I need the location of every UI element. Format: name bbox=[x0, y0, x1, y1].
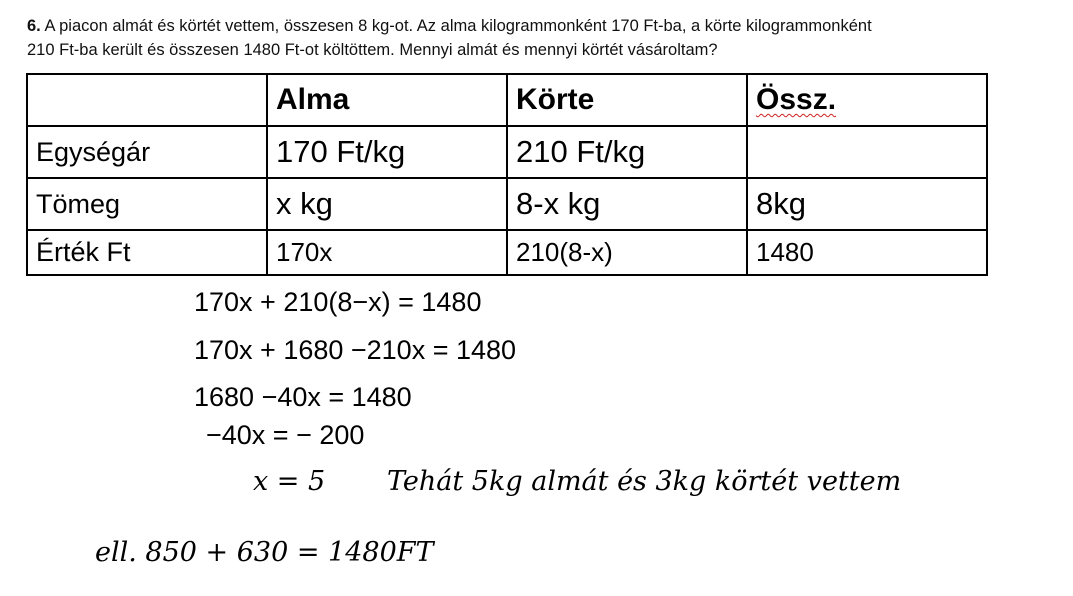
check-equation: ell. 850 + 630 = 1480FT bbox=[95, 537, 434, 568]
cell-korte: 210 Ft/kg bbox=[507, 126, 747, 178]
cell-korte: 210(8-x) bbox=[507, 230, 747, 275]
header-korte: Körte bbox=[507, 74, 747, 126]
equation-2: 170x + 1680 −210x = 1480 bbox=[194, 335, 517, 365]
table-header-row bbox=[27, 74, 987, 126]
header-alma: Alma bbox=[267, 74, 507, 126]
cell-alma: 170 Ft/kg bbox=[267, 126, 507, 178]
cell-ossz: 8kg bbox=[747, 178, 987, 230]
cell-ossz bbox=[747, 126, 987, 178]
cell-ossz: 1480 bbox=[747, 230, 987, 275]
problem-number: 6. bbox=[27, 17, 41, 35]
row-label: Érték Ft bbox=[27, 230, 267, 275]
problem-line-2: 210 Ft-ba került és összesen 1480 Ft-ot költöttem. Mennyi almát és mennyi körtét vásároltam? bbox=[27, 41, 718, 59]
cell-korte: 8-x kg bbox=[507, 178, 747, 230]
table-row bbox=[27, 178, 987, 230]
header-ossz: Össz. bbox=[756, 83, 837, 116]
problem-line-1 bbox=[27, 14, 1057, 38]
data-table bbox=[26, 73, 988, 276]
header-empty-cell bbox=[27, 74, 267, 126]
answer-text: Tehát 5kg almát és 3kg körtét vettem bbox=[387, 466, 902, 497]
equation-1: 170x + 210(8−x) = 1480 bbox=[194, 287, 482, 317]
problem-text bbox=[27, 14, 1057, 62]
row-label: Egységár bbox=[27, 126, 267, 178]
x-value: x = 5 bbox=[253, 466, 326, 497]
equation-3: 1680 −40x = 1480 bbox=[194, 382, 412, 412]
cell-alma: x kg bbox=[267, 178, 507, 230]
problem-line-1-text: A piacon almát és körtét vettem, összesen 8 kg-ot. Az alma kilogrammonként 170 Ft-ba, a körte kilogrammonként bbox=[44, 17, 872, 35]
header-ossz-cell bbox=[747, 74, 987, 126]
equation-4: −40x = − 200 bbox=[206, 420, 365, 450]
table-row bbox=[27, 230, 987, 275]
table-row bbox=[27, 126, 987, 178]
row-label: Tömeg bbox=[27, 178, 267, 230]
cell-alma: 170x bbox=[267, 230, 507, 275]
